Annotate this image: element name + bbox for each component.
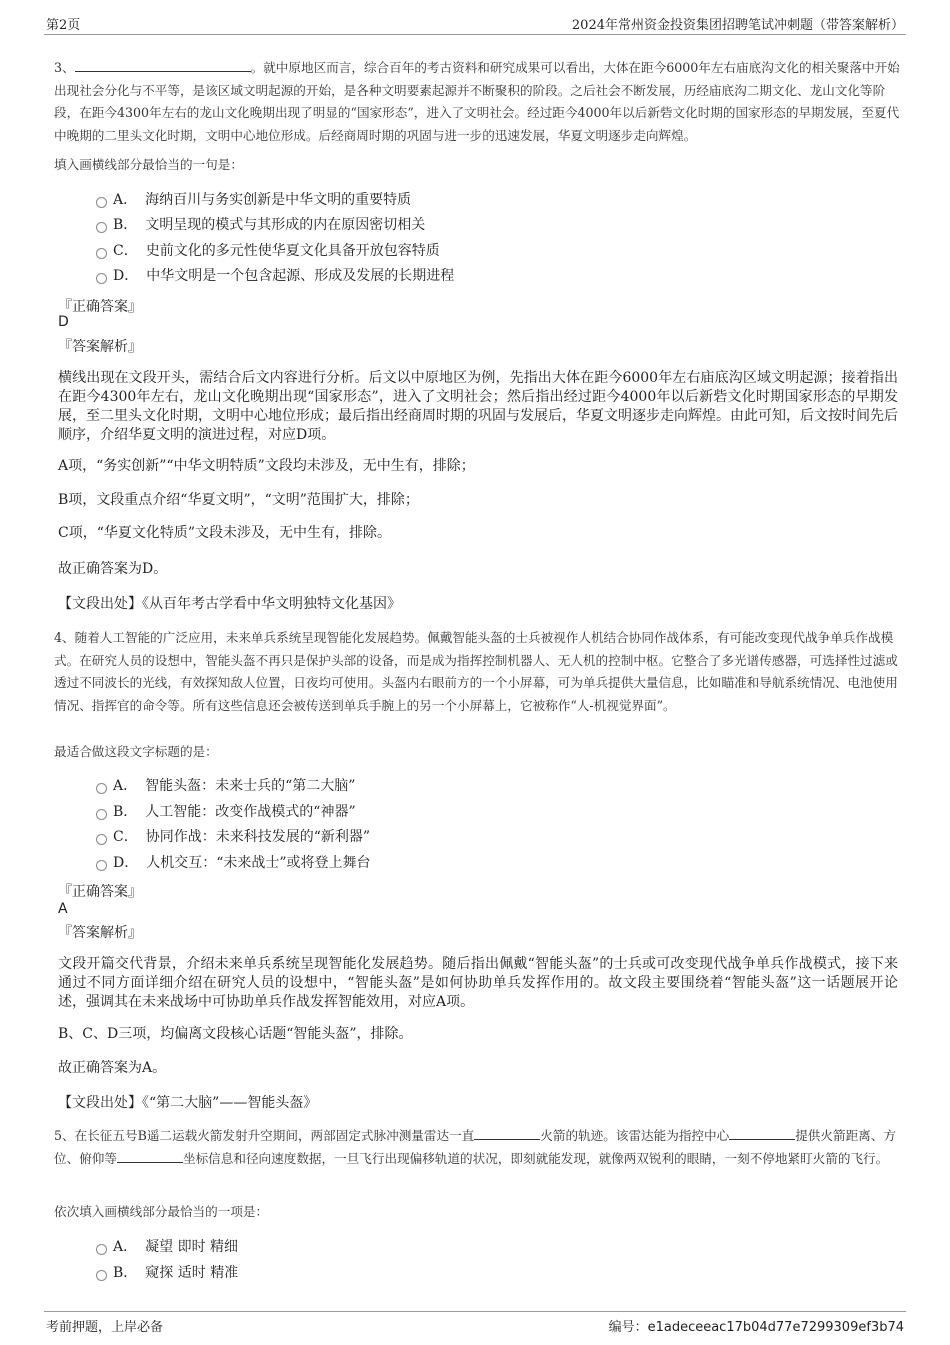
question-3-prompt: 填入画横线部分最恰当的一句是： [54,157,243,172]
question-5-prompt: 依次填入画横线部分最恰当的一项是： [54,1204,269,1219]
fill-blank [474,1129,540,1140]
radio-button-icon[interactable] [96,834,107,845]
footer-slogan: 考前押题，上岸必备 [46,1320,164,1335]
question-4-option-d[interactable]: D． 人机交互：“未来战士”或将登上舞台 [96,853,371,873]
correct-answer-label: 『正确答案』 [58,299,142,315]
radio-button-icon[interactable] [96,1244,107,1255]
analysis-label: 『答案解析』 [58,339,142,355]
radio-button-icon[interactable] [96,248,107,259]
radio-button-icon[interactable] [96,783,107,794]
question-3-option-c[interactable]: C． 史前文化的多元性使华夏文化具备开放包容特质 [96,241,440,261]
question-5-text: 5、在长征五号B遥二运载火箭发射升空期间，两部固定式脉冲测量雷达一直 火箭的轨迹。该雷达能为指控中心 提供火箭距离、方位、俯仰等 坐标信息和径向速度数据，一旦飞行出现偏移轨道的状况，即刻就能发现，就像两双锐利的眼睛，一刻不停地紧盯火箭的飞行。 [54,1128,896,1166]
analysis-paragraph: B项，文段重点介绍“华夏文明”，“文明”范围扩大，排除； [58,492,419,508]
fill-blank [75,61,251,72]
passage-source: 【文段出处】《“第二大脑”——智能头盔》 [58,1095,318,1111]
correct-answer-value: A [58,901,68,917]
analysis-paragraph: 横线出现在文段开头，需结合后文内容进行分析。后文以中原地区为例，先指出大体在距今6000年左右庙底沟区域文明起源；接着指出在距今4300年左右，龙山文化晚期出现“国家形态”，进入了文明社会；然后指出经过距今4000年以后新砦文化时期国家形态的早期发展，至二里头文化时期，文明中心地位形成；最后指出经商周时期的巩固与发展后，华夏文明逐步走向辉煌。由此可知，后文按时间先后顺序，介绍华夏文明的演进过程，对应D项。 [58,370,898,443]
fill-blank [729,1129,795,1140]
correct-answer-label: 『正确答案』 [58,884,142,900]
question-4-option-b[interactable]: B． 人工智能：改变作战模式的“神器” [96,802,356,822]
question-3-option-d[interactable]: D． 中华文明是一个包含起源、形成及发展的长期进程 [96,266,454,286]
page-header [44,12,906,35]
page-footer [44,1311,906,1336]
question-number: 3、 [54,60,75,75]
radio-button-icon[interactable] [96,809,107,820]
page-number: 第2页 [46,18,81,33]
question-4-option-c[interactable]: C． 协同作战：未来科技发展的“新利器” [96,827,370,847]
question-3-option-a[interactable]: A． 海纳百川与务实创新是中华文明的重要特质 [96,190,411,210]
radio-button-icon[interactable] [96,1270,107,1281]
question-5-option-a[interactable]: A． 凝望 即时 精细 [96,1237,238,1257]
radio-button-icon[interactable] [96,273,107,284]
analysis-paragraph: A项，“务实创新”“中华文明特质”文段均未涉及，无中生有，排除； [58,458,475,474]
radio-button-icon[interactable] [96,197,107,208]
question-5-option-b[interactable]: B． 窥探 适时 精准 [96,1263,238,1283]
analysis-paragraph: 故正确答案为D。 [58,561,168,577]
question-4-option-a[interactable]: A． 智能头盔：未来士兵的“第二大脑” [96,776,355,796]
correct-answer-value: D [58,314,69,330]
analysis-paragraph: 文段开篇交代背景，介绍未来单兵系统呈现智能化发展趋势。随后指出佩戴“智能头盔”的士兵或可改变现代战争单兵作战模式，接下来通过不同方面详细介绍在研究人员的设想中，“智能头盔”是如何协助单兵发挥作用的。故文段主要围绕着“智能头盔”这一话题展开论述，强调其在未来战场中可协助单兵作战发挥智能效用，对应A项。 [58,956,898,1010]
question-4-text: 4、随着人工智能的广泛应用，未来单兵系统呈现智能化发展趋势。佩戴智能头盔的士兵被视作人机结合协同作战体系，有可能改变现代战争单兵作战模式。在研究人员的设想中，智能头盔不再只是保护头部的设备，而是成为指挥控制机器人、无人机的控制中枢。它整合了多光谱传感器，可选择性过滤或透过不同波长的光线，有效探知敌人位置，日夜均可使用。头盔内右眼前方的一个小屏幕，可为单兵提供大量信息，比如瞄准和导航系统情况、电池使用情况、指挥官的命令等。所有这些信息还会被传送到单兵手腕上的另一个小屏幕上，它被称作“人-机视觉界面”。 [54,630,898,713]
analysis-paragraph: C项，“华夏文化特质”文段未涉及，无中生有，排除。 [58,525,392,541]
analysis-paragraph: B、C、D三项，均偏离文段核心话题“智能头盔”，排除。 [58,1026,413,1042]
question-4-prompt: 最适合做这段文字标题的是： [54,744,218,759]
analysis-label: 『答案解析』 [58,925,142,941]
passage-source: 【文段出处】《从百年考古学看中华文明独特文化基因》 [58,596,401,612]
document-code: 编号：e1adeceeac17b04d77e7299309ef3b74 [608,1320,904,1335]
radio-button-icon[interactable] [96,860,107,871]
question-3-option-b[interactable]: B． 文明呈现的模式与其形成的内在原因密切相关 [96,215,425,235]
analysis-paragraph: 故正确答案为A。 [58,1060,167,1076]
question-body: 。就中原地区而言，综合百年的考古资料和研究成果可以看出，大体在距今6000年左右庙底沟文化的相关聚落中开始出现社会分化与不平等，是该区域文明起源的开始，是各种文明要素起源并不断聚积的阶段。之后社会不断发展，历经庙底沟二期文化、龙山文化等阶段，在距今4300年左右的龙山文化晚期出现了明显的“国家形态”，进入了文明社会。经过距今4000年以后新砦文化时期的国家形态的早期发展，至夏代中晚期的二里头文化时期，文明中心地位形成。后经商周时期的巩固与进一步的迅速发展，华夏文明逐步走向辉煌。 [54,60,900,143]
question-3-text [54,57,900,147]
document-title: 2024年常州资金投资集团招聘笔试冲刺题（带答案解析） [571,18,904,33]
fill-blank [117,1152,183,1163]
radio-button-icon[interactable] [96,222,107,233]
